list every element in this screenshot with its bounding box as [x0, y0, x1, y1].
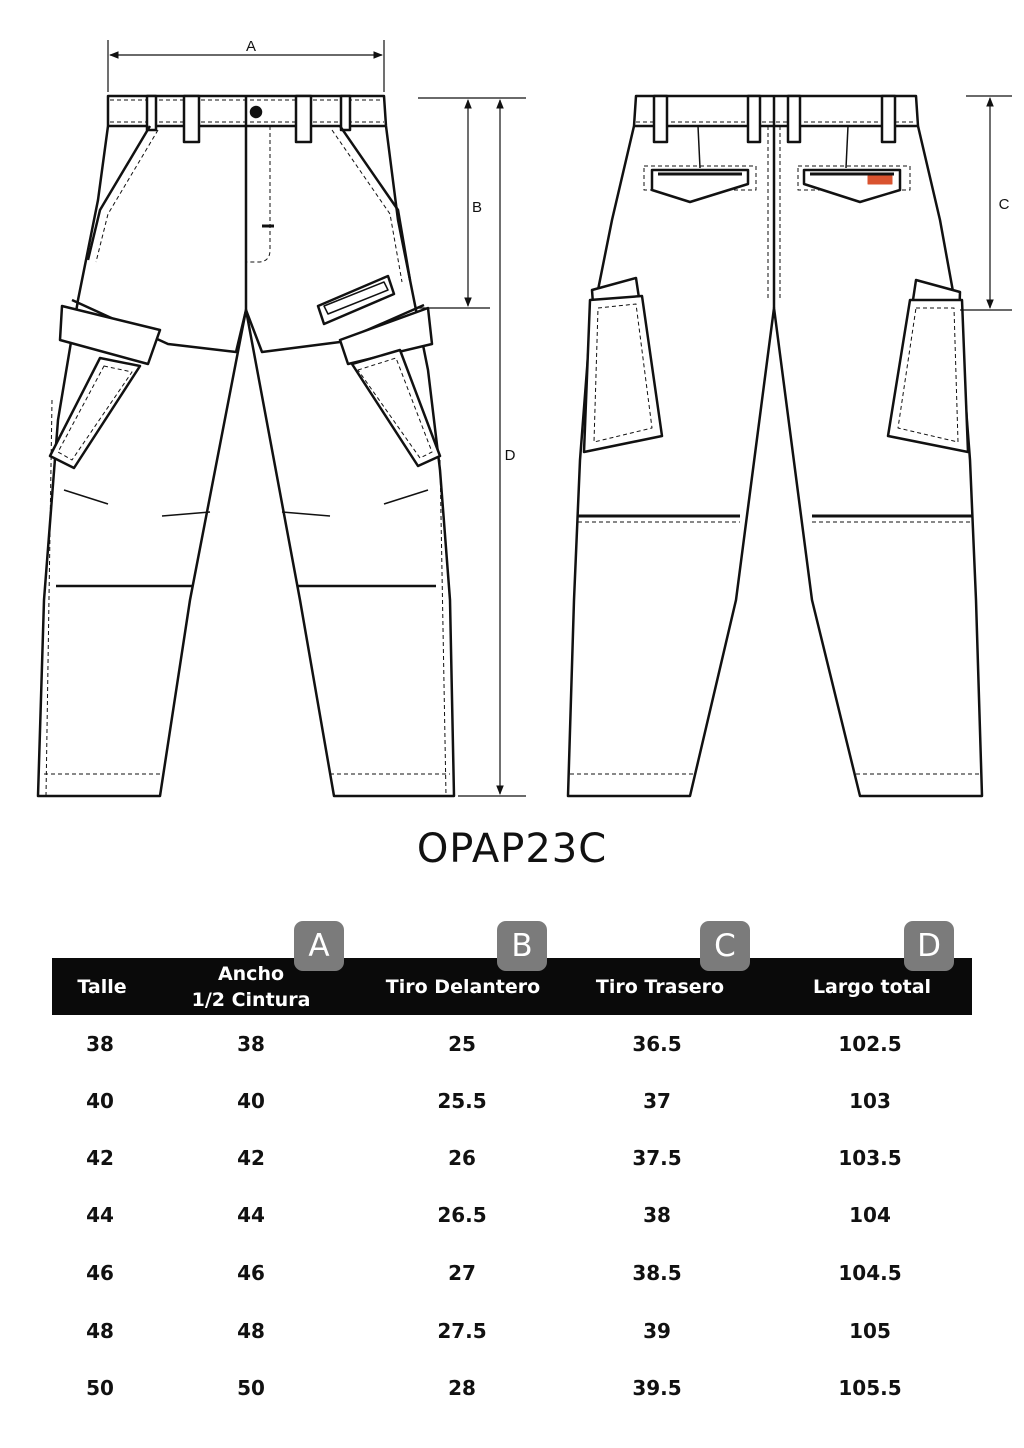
cell-largo-total: 102.5 [838, 1032, 902, 1056]
cell-ancho: 42 [237, 1146, 265, 1170]
cell-largo-total: 104.5 [838, 1261, 902, 1285]
cell-tiro-delantero: 25 [448, 1032, 476, 1056]
dimension-label-c: C [998, 196, 1010, 213]
header-largo-total: Largo total [812, 975, 932, 998]
cell-talle: 46 [86, 1261, 114, 1285]
cell-ancho: 40 [237, 1089, 265, 1113]
model-code-title: OPAP23C [416, 826, 608, 872]
pants-back-view [568, 96, 982, 796]
cell-ancho: 48 [237, 1319, 265, 1343]
pants-front-view [38, 96, 454, 796]
cell-tiro-trasero: 37.5 [632, 1146, 682, 1170]
cell-talle: 40 [86, 1089, 114, 1113]
cell-tiro-trasero: 36.5 [632, 1032, 682, 1056]
cell-tiro-delantero: 26 [448, 1146, 476, 1170]
cell-ancho: 38 [237, 1032, 265, 1056]
header-talle: Talle [77, 975, 127, 998]
cell-ancho: 50 [237, 1376, 265, 1400]
cell-largo-total: 103 [849, 1089, 891, 1113]
cell-tiro-trasero: 38 [643, 1203, 671, 1227]
header-tiro-delantero: Tiro Delantero [385, 975, 541, 998]
cell-largo-total: 104 [849, 1203, 891, 1227]
header-ancho-line2: 1/2 Cintura [191, 988, 311, 1011]
cell-largo-total: 105 [849, 1319, 891, 1343]
cell-tiro-delantero: 28 [448, 1376, 476, 1400]
cell-tiro-delantero: 26.5 [437, 1203, 487, 1227]
cell-talle: 42 [86, 1146, 114, 1170]
cell-tiro-delantero: 25.5 [437, 1089, 487, 1113]
cell-talle: 44 [86, 1203, 114, 1227]
dimension-label-b: B [471, 199, 483, 216]
badge-b: B [497, 921, 547, 971]
cell-tiro-delantero: 27.5 [437, 1319, 487, 1343]
dimension-label-d: D [504, 447, 516, 464]
cell-talle: 38 [86, 1032, 114, 1056]
cell-largo-total: 105.5 [838, 1376, 902, 1400]
badge-d: D [904, 921, 954, 971]
cell-tiro-trasero: 37 [643, 1089, 671, 1113]
cell-talle: 50 [86, 1376, 114, 1400]
badge-c: C [700, 921, 750, 971]
cell-ancho: 44 [237, 1203, 265, 1227]
cell-largo-total: 103.5 [838, 1146, 902, 1170]
cell-tiro-trasero: 39.5 [632, 1376, 682, 1400]
cell-ancho: 46 [237, 1261, 265, 1285]
header-tiro-trasero: Tiro Trasero [595, 975, 725, 998]
cell-tiro-delantero: 27 [448, 1261, 476, 1285]
header-ancho-line1: Ancho [217, 962, 285, 985]
cell-talle: 48 [86, 1319, 114, 1343]
badge-a: A [294, 921, 344, 971]
dimension-label-a: A [245, 38, 257, 55]
cell-tiro-trasero: 39 [643, 1319, 671, 1343]
cell-tiro-trasero: 38.5 [632, 1261, 682, 1285]
